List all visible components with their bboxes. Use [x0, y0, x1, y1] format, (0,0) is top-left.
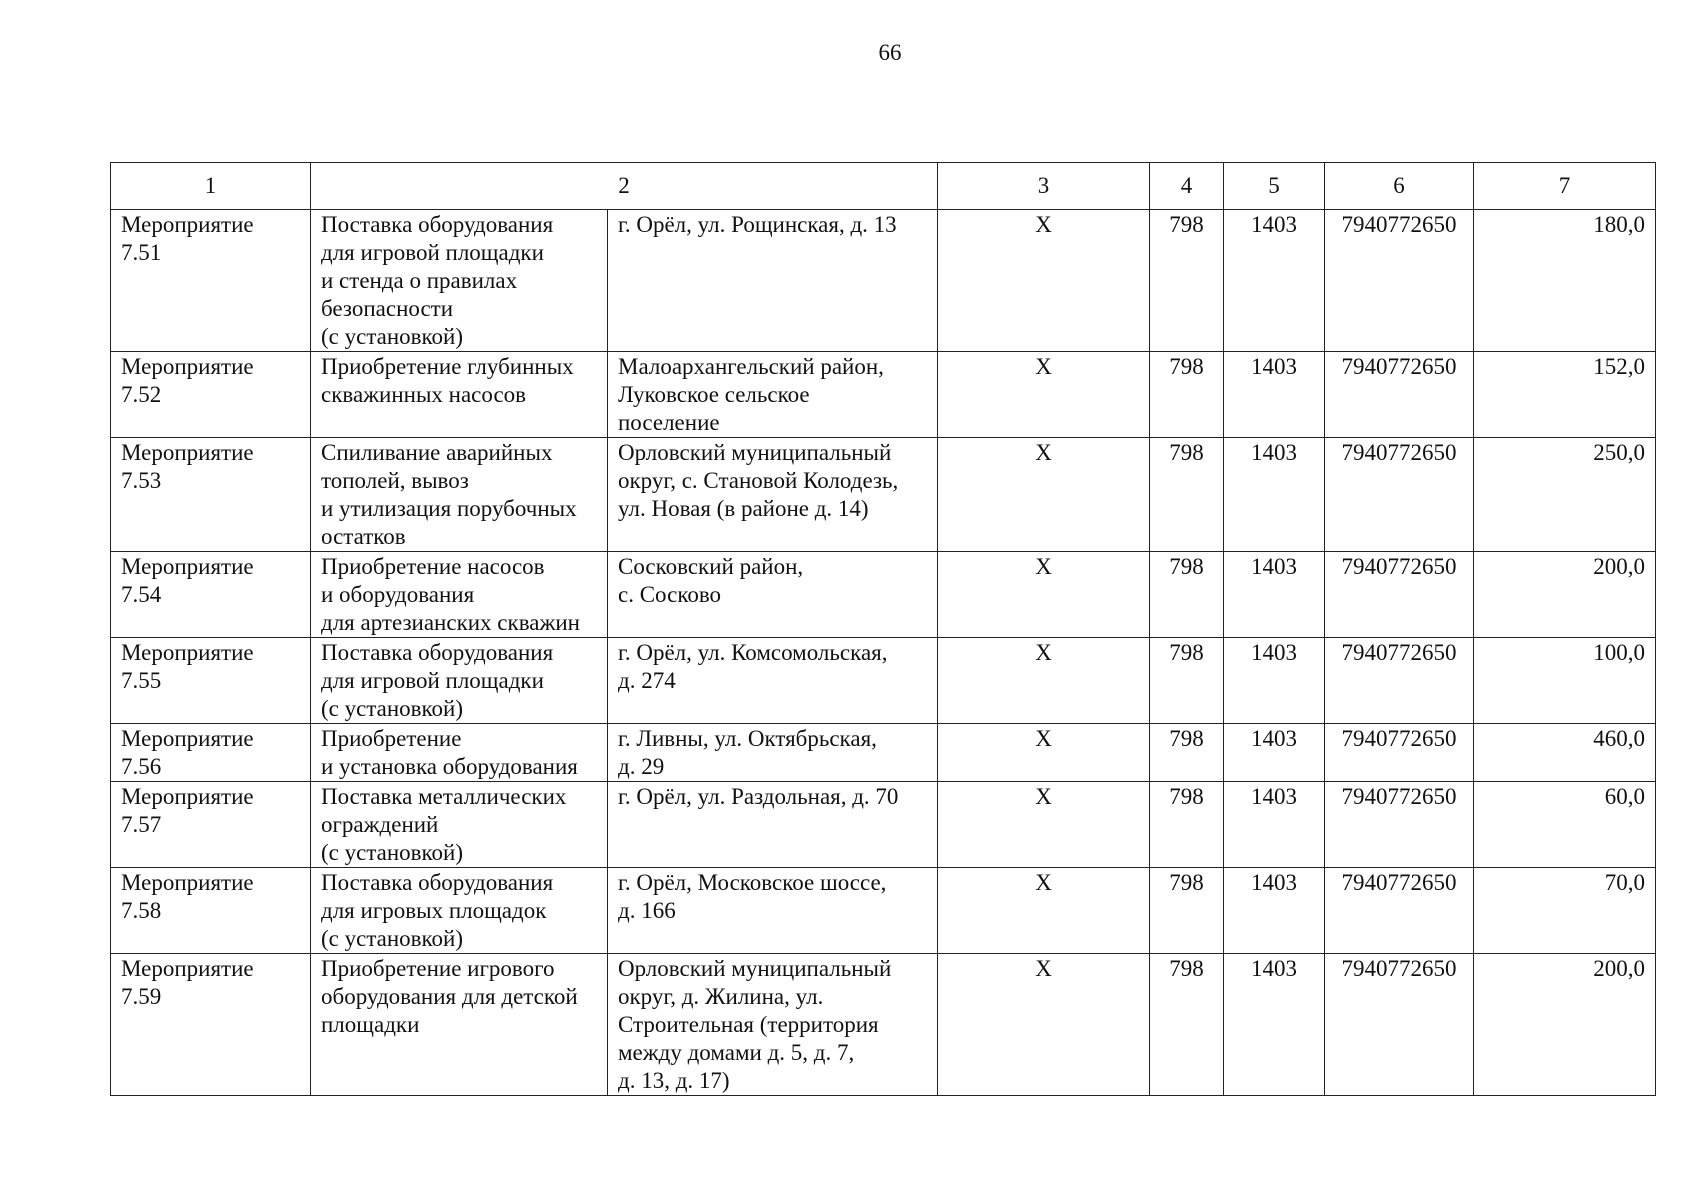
column-4-cell: 798 — [1150, 868, 1224, 954]
description-cell-line: оборудования для детской — [321, 984, 578, 1009]
event-cell-line: Мероприятие — [121, 640, 254, 665]
column-header-1: 1 — [111, 163, 311, 210]
table-row — [111, 210, 1656, 352]
event-cell — [111, 638, 311, 724]
event-cell-line: 7.51 — [121, 240, 162, 265]
location-cell — [608, 724, 938, 782]
description-cell-line: и стенда о правилах — [321, 268, 518, 293]
table-row — [111, 954, 1656, 1096]
description-cell-line: Спиливание аварийных — [321, 440, 553, 465]
column-7-cell: 60,0 — [1474, 782, 1656, 868]
location-cell — [608, 782, 938, 868]
event-cell — [111, 868, 311, 954]
column-3-cell: Х — [938, 724, 1150, 782]
location-cell-line: г. Орёл, ул. Комсомольская, — [618, 640, 888, 665]
column-6-cell: 7940772650 — [1325, 638, 1474, 724]
location-cell-line: с. Сосково — [618, 582, 722, 607]
description-cell — [311, 552, 608, 638]
column-3-cell: Х — [938, 782, 1150, 868]
description-cell-line: для игровой площадки — [321, 240, 544, 265]
column-3-cell: Х — [938, 638, 1150, 724]
column-3-cell: Х — [938, 954, 1150, 1096]
location-cell-line: между домами д. 5, д. 7, — [618, 1040, 855, 1065]
description-cell-line: для артезианских скважин — [321, 610, 580, 635]
column-7-cell: 100,0 — [1474, 638, 1656, 724]
column-5-cell: 1403 — [1224, 210, 1325, 352]
location-cell-line: Луковское сельское — [618, 382, 810, 407]
description-cell-line: Приобретение — [321, 726, 462, 751]
event-cell — [111, 954, 311, 1096]
description-cell-line: и утилизация порубочных — [321, 496, 577, 521]
event-cell-line: 7.57 — [121, 812, 162, 837]
table-row — [111, 868, 1656, 954]
event-cell — [111, 438, 311, 552]
event-cell — [111, 352, 311, 438]
description-cell-line: скважинных насосов — [321, 382, 527, 407]
column-7-cell: 152,0 — [1474, 352, 1656, 438]
description-cell-line: Поставка оборудования — [321, 640, 554, 665]
column-header-3: 3 — [938, 163, 1150, 210]
event-cell-line: Мероприятие — [121, 440, 254, 465]
description-cell-line: и оборудования — [321, 582, 475, 607]
column-header-7: 7 — [1474, 163, 1656, 210]
column-header-2: 2 — [311, 163, 938, 210]
location-cell — [608, 352, 938, 438]
location-cell-line: округ, с. Становой Колодезь, — [618, 468, 899, 493]
column-4-cell: 798 — [1150, 552, 1224, 638]
column-4-cell: 798 — [1150, 954, 1224, 1096]
column-5-cell: 1403 — [1224, 438, 1325, 552]
column-3-cell: Х — [938, 210, 1150, 352]
location-cell — [608, 210, 938, 352]
column-6-cell: 7940772650 — [1325, 954, 1474, 1096]
column-5-cell: 1403 — [1224, 638, 1325, 724]
event-cell-line: Мероприятие — [121, 870, 254, 895]
location-cell-line: Строительная (территория — [618, 1012, 879, 1037]
description-cell-line: Поставка оборудования — [321, 212, 554, 237]
column-4-cell: 798 — [1150, 210, 1224, 352]
event-cell — [111, 552, 311, 638]
description-cell-line: (с установкой) — [321, 324, 464, 349]
column-7-cell: 180,0 — [1474, 210, 1656, 352]
table-row — [111, 724, 1656, 782]
event-cell-line: 7.55 — [121, 668, 162, 693]
column-6-cell: 7940772650 — [1325, 210, 1474, 352]
description-cell — [311, 438, 608, 552]
event-cell-line: 7.52 — [121, 382, 162, 407]
location-cell-line: Орловский муниципальный — [618, 956, 892, 981]
column-6-cell: 7940772650 — [1325, 724, 1474, 782]
location-cell-line: Малоархангельский район, — [618, 354, 884, 379]
column-7-cell: 250,0 — [1474, 438, 1656, 552]
column-6-cell: 7940772650 — [1325, 552, 1474, 638]
column-7-cell: 200,0 — [1474, 954, 1656, 1096]
location-cell-line: округ, д. Жилина, ул. — [618, 984, 824, 1009]
location-cell-line: Орловский муниципальный — [618, 440, 892, 465]
location-cell-line: д. 13, д. 17) — [618, 1068, 730, 1093]
event-cell-line: 7.58 — [121, 898, 162, 923]
description-cell — [311, 638, 608, 724]
location-cell-line: г. Ливны, ул. Октябрьская, — [618, 726, 877, 751]
column-5-cell: 1403 — [1224, 954, 1325, 1096]
description-cell-line: Приобретение игрового — [321, 956, 555, 981]
description-cell — [311, 868, 608, 954]
column-5-cell: 1403 — [1224, 552, 1325, 638]
location-cell-line: д. 274 — [618, 668, 676, 693]
event-cell-line: 7.56 — [121, 754, 162, 779]
location-cell-line: д. 166 — [618, 898, 676, 923]
column-7-cell: 200,0 — [1474, 552, 1656, 638]
location-cell-line: г. Орёл, ул. Раздольная, д. 70 — [618, 784, 899, 809]
column-3-cell: Х — [938, 438, 1150, 552]
location-cell-line: г. Орёл, ул. Рощинская, д. 13 — [618, 212, 897, 237]
table-body — [111, 210, 1656, 1096]
event-cell-line: Мероприятие — [121, 554, 254, 579]
column-3-cell: Х — [938, 552, 1150, 638]
column-5-cell: 1403 — [1224, 868, 1325, 954]
event-cell-line: 7.53 — [121, 468, 162, 493]
location-cell — [608, 552, 938, 638]
column-6-cell: 7940772650 — [1325, 868, 1474, 954]
description-cell-line: безопасности — [321, 296, 454, 321]
table-row — [111, 552, 1656, 638]
description-cell-line: Приобретение насосов — [321, 554, 545, 579]
description-cell-line: для игровой площадки — [321, 668, 544, 693]
column-4-cell: 798 — [1150, 352, 1224, 438]
description-cell-line: остатков — [321, 524, 406, 549]
column-3-cell: Х — [938, 868, 1150, 954]
column-4-cell: 798 — [1150, 438, 1224, 552]
column-number-row — [111, 163, 1656, 210]
location-cell-line: поселение — [618, 410, 720, 435]
table-row — [111, 638, 1656, 724]
column-5-cell: 1403 — [1224, 352, 1325, 438]
location-cell — [608, 954, 938, 1096]
column-header-6: 6 — [1325, 163, 1474, 210]
description-cell-line: (с установкой) — [321, 840, 464, 865]
description-cell — [311, 954, 608, 1096]
column-5-cell: 1403 — [1224, 782, 1325, 868]
column-6-cell: 7940772650 — [1325, 352, 1474, 438]
event-cell-line: Мероприятие — [121, 784, 254, 809]
location-cell — [608, 638, 938, 724]
description-cell-line: для игровых площадок — [321, 898, 547, 923]
description-cell-line: Поставка металлических — [321, 784, 567, 809]
column-4-cell: 798 — [1150, 782, 1224, 868]
column-header-5: 5 — [1224, 163, 1325, 210]
column-7-cell: 70,0 — [1474, 868, 1656, 954]
event-cell — [111, 724, 311, 782]
column-7-cell: 460,0 — [1474, 724, 1656, 782]
description-cell-line: тополей, вывоз — [321, 468, 469, 493]
description-cell-line: ограждений — [321, 812, 439, 837]
description-cell — [311, 724, 608, 782]
location-cell-line: г. Орёл, Московское шоссе, — [618, 870, 887, 895]
description-cell-line: Поставка оборудования — [321, 870, 554, 895]
events-table — [110, 162, 1656, 1096]
event-cell-line: 7.59 — [121, 984, 162, 1009]
column-4-cell: 798 — [1150, 638, 1224, 724]
description-cell-line: Приобретение глубинных — [321, 354, 574, 379]
column-6-cell: 7940772650 — [1325, 782, 1474, 868]
event-cell-line: 7.54 — [121, 582, 162, 607]
description-cell — [311, 782, 608, 868]
description-cell-line: площадки — [321, 1012, 420, 1037]
description-cell — [311, 210, 608, 352]
description-cell — [311, 352, 608, 438]
location-cell-line: д. 29 — [618, 754, 665, 779]
event-cell — [111, 782, 311, 868]
table-row — [111, 352, 1656, 438]
column-header-4: 4 — [1150, 163, 1224, 210]
column-3-cell: Х — [938, 352, 1150, 438]
column-6-cell: 7940772650 — [1325, 438, 1474, 552]
location-cell — [608, 868, 938, 954]
location-cell — [608, 438, 938, 552]
event-cell — [111, 210, 311, 352]
event-cell-line: Мероприятие — [121, 354, 254, 379]
description-cell-line: и установка оборудования — [321, 754, 578, 779]
event-cell-line: Мероприятие — [121, 956, 254, 981]
page-number: 66 — [878, 40, 902, 65]
column-5-cell: 1403 — [1224, 724, 1325, 782]
event-cell-line: Мероприятие — [121, 726, 254, 751]
table-row — [111, 782, 1656, 868]
description-cell-line: (с установкой) — [321, 926, 464, 951]
column-4-cell: 798 — [1150, 724, 1224, 782]
location-cell-line: ул. Новая (в районе д. 14) — [618, 496, 869, 521]
location-cell-line: Сосковский район, — [618, 554, 804, 579]
event-cell-line: Мероприятие — [121, 212, 254, 237]
description-cell-line: (с установкой) — [321, 696, 464, 721]
table-row — [111, 438, 1656, 552]
